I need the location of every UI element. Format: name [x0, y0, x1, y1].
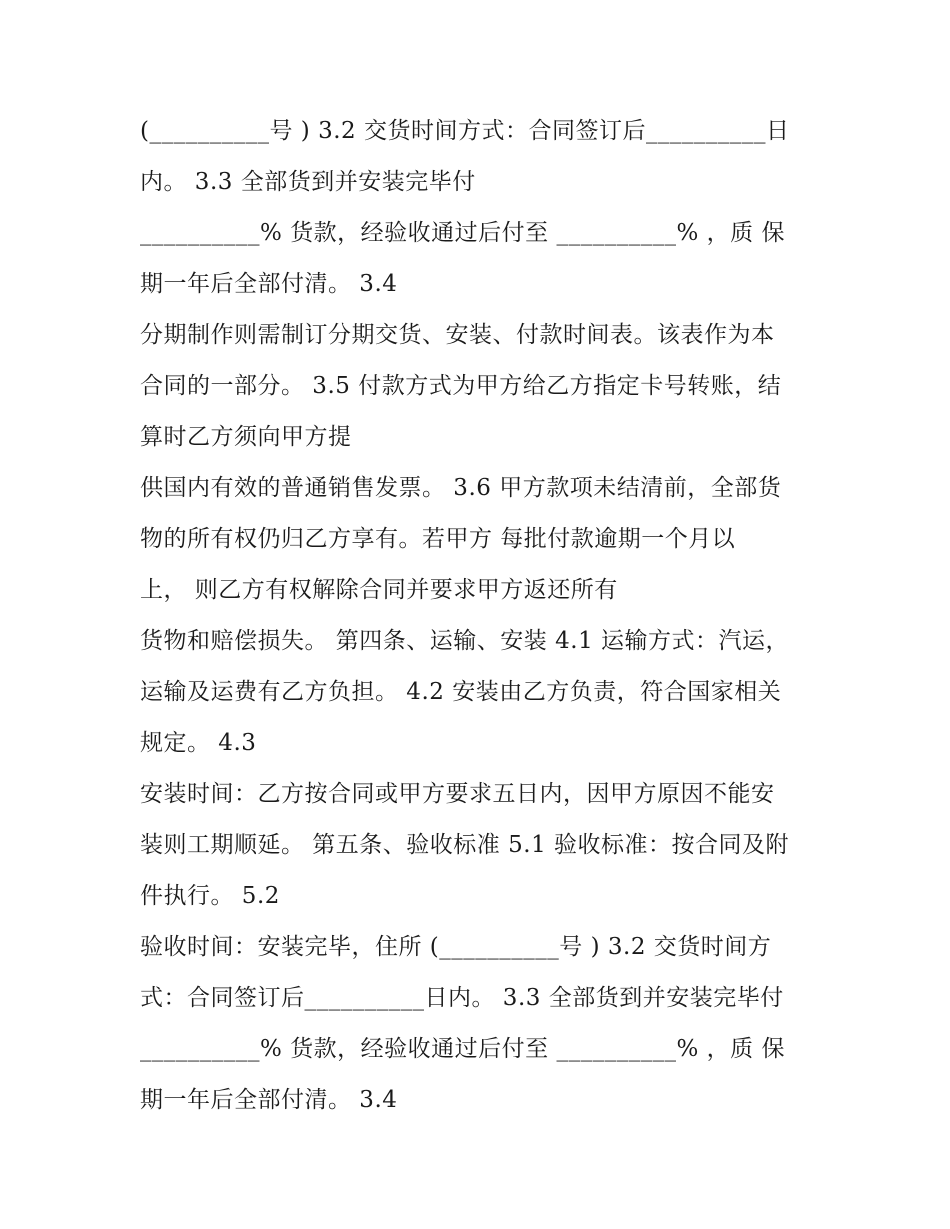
text-line: 验收时间：安装完毕，住所 (__________号 ) 3.2 交货时间方	[140, 934, 772, 960]
text-line: __________% 货款，经验收通过后付至 __________% ，质 保	[140, 220, 785, 246]
text-line: 分期制作则需制订分期交货、安装、付款时间表。该表作为本	[140, 322, 775, 348]
text-line: __________% 货款，经验收通过后付至 __________% ，质 保	[140, 1036, 785, 1062]
text-line: 安装时间：乙方按合同或甲方要求五日内，因甲方原因不能安	[140, 781, 775, 807]
text-line: 期一年后全部付清。 3.4	[140, 1087, 398, 1113]
text-line: (__________号 ) 3.2 交货时间方式：合同签订后__________日	[140, 118, 790, 144]
text-line: 式：合同签订后__________日内。 3.3 全部货到并安装完毕付	[140, 985, 784, 1011]
text-line: 上， 则乙方有权解除合同并要求甲方返还所有	[140, 577, 618, 603]
text-line: 内。 3.3 全部货到并安装完毕付	[140, 169, 476, 195]
text-line: 规定。 4.3	[140, 730, 257, 756]
text-line: 件执行。 5.2	[140, 883, 280, 909]
text-line: 货物和赔偿损失。 第四条、运输、安装 4.1 运输方式：汽运，	[140, 628, 790, 654]
text-line: 物的所有权仍归乙方享有。若甲方 每批付款逾期一个月以	[140, 526, 736, 552]
text-line: 算时乙方须向甲方提	[140, 424, 352, 450]
text-line: 合同的一部分。 3.5 付款方式为甲方给乙方指定卡号转账，结	[140, 373, 782, 399]
text-line: 期一年后全部付清。 3.4	[140, 271, 398, 297]
text-line: 运输及运费有乙方负担。 4.2 安装由乙方负责，符合国家相关	[140, 679, 782, 705]
text-line: 装则工期顺延。 第五条、验收标准 5.1 验收标准：按合同及附	[140, 832, 790, 858]
contract-body-text	[140, 106, 830, 1126]
text-line: 供国内有效的普通销售发票。 3.6 甲方款项未结清前，全部货	[140, 475, 782, 501]
